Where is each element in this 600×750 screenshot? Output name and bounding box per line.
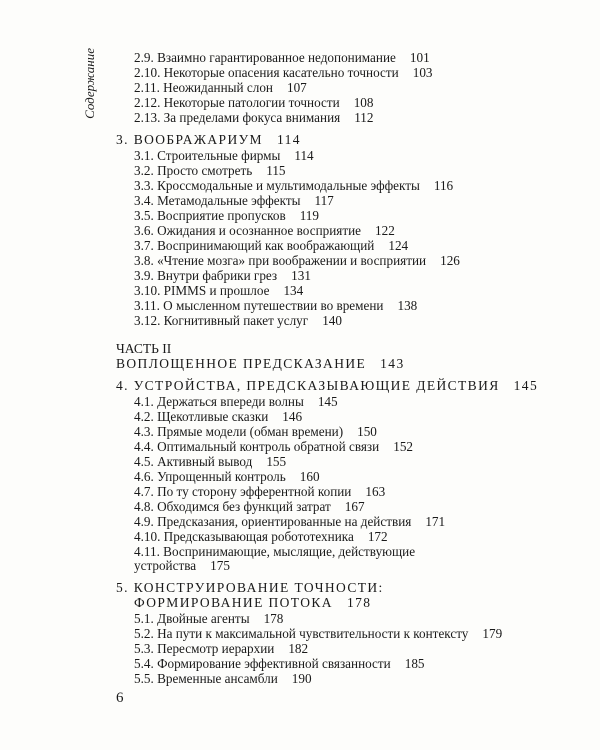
toc-entry: 3.3. Кроссмодальные и мультимодальные эффекты 116 [134, 178, 454, 193]
toc-entry: 5.2. На пути к максимальной чувствительности к контексту 179 [134, 626, 503, 641]
toc-chapter: 4. УСТРОЙСТВА, ПРЕДСКАЗЫВАЮЩИЕ ДЕЙСТВИЯ 145 [116, 378, 539, 393]
toc-entry: 3.9. Внутри фабрики грез 131 [134, 268, 311, 283]
toc-entry: 4.10. Предсказывающая робототехника 172 [134, 529, 388, 544]
toc-entry: 4.6. Упрощенный контроль 160 [134, 469, 320, 484]
toc-entry: 4.11. Воспринимающие, мыслящие, действующие [134, 544, 416, 559]
toc-chapter-cont: ФОРМИРОВАНИЕ ПОТОКА 178 [134, 595, 372, 610]
toc-entry: 4.1. Держаться впереди волны 145 [134, 394, 338, 409]
toc-entry: 2.12. Некоторые патологии точности 108 [134, 95, 374, 110]
toc-entry: 3.1. Строительные фирмы 114 [134, 148, 314, 163]
toc-entry: 5.5. Временные ансамбли 190 [134, 671, 312, 686]
toc-entry: 3.7. Воспринимающий как воображающий 124 [134, 238, 409, 253]
toc-part-label: ЧАСТЬ II [116, 341, 172, 356]
toc-chapter: 3. ВООБРАЖАРИУМ 114 [116, 132, 301, 147]
toc-part-title: ВОПЛОЩЕННОЕ ПРЕДСКАЗАНИЕ 143 [116, 356, 405, 371]
toc-entry: 4.8. Обходимся без функций затрат 167 [134, 499, 365, 514]
toc-entry: 4.3. Прямые модели (обман времени) 150 [134, 424, 377, 439]
toc-entry: устройства 175 [134, 558, 230, 573]
toc-entry: 3.5. Восприятие пропусков 119 [134, 208, 319, 223]
toc-entry: 5.1. Двойные агенты 178 [134, 611, 284, 626]
toc-entry: 2.13. За пределами фокуса внимания 112 [134, 110, 374, 125]
toc-entry: 4.9. Предсказания, ориентированные на действия 171 [134, 514, 446, 529]
toc-entry: 2.11. Неожиданный слон 107 [134, 80, 307, 95]
toc-entry: 2.10. Некоторые опасения касательно точности 103 [134, 65, 433, 80]
toc-entry: 4.7. По ту сторону эфферентной копии 163 [134, 484, 386, 499]
toc-entry: 4.2. Щекотливые сказки 146 [134, 409, 303, 424]
toc-entry: 4.4. Оптимальный контроль обратной связи 152 [134, 439, 413, 454]
running-head-text: Содержание [82, 48, 97, 119]
page-number: 6 [116, 690, 124, 706]
toc-entry: 3.8. «Чтение мозга» при воображении и восприятии 126 [134, 253, 460, 268]
toc-chapter: 5. КОНСТРУИРОВАНИЕ ТОЧНОСТИ: [116, 580, 384, 595]
toc-entry: 3.12. Когнитивный пакет услуг 140 [134, 313, 342, 328]
toc-entry: 3.4. Метамодальные эффекты 117 [134, 193, 334, 208]
toc-entry: 3.6. Ожидания и осознанное восприятие 122 [134, 223, 395, 238]
toc-entry: 5.4. Формирование эффективной связанности 185 [134, 656, 425, 671]
running-head-vertical [80, 48, 100, 128]
toc-entry: 5.3. Пересмотр иерархии 182 [134, 641, 309, 656]
toc-entry: 4.5. Активный вывод 155 [134, 454, 287, 469]
toc-entry: 3.10. PIMMS и прошлое 134 [134, 283, 304, 298]
toc-entry: 3.2. Просто смотреть 115 [134, 163, 286, 178]
toc-entry: 2.9. Взаимно гарантированное недопонимание 101 [134, 50, 430, 65]
toc-entry: 3.11. О мысленном путешествии во времени 138 [134, 298, 418, 313]
